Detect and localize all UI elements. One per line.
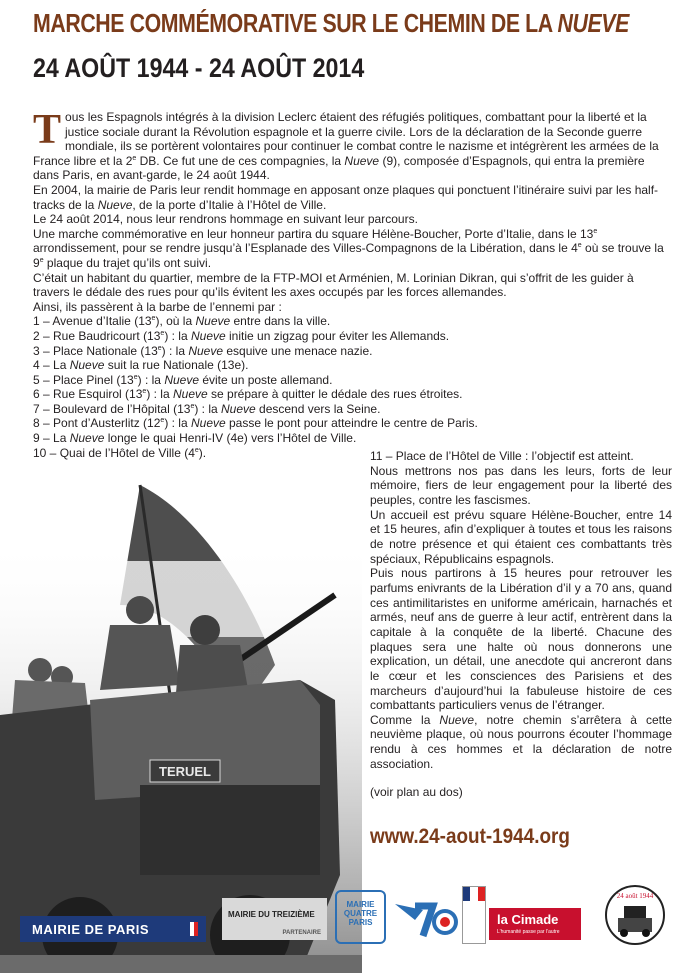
italic-nueve: Nueve bbox=[195, 314, 231, 329]
mairie-paris-logo bbox=[20, 916, 206, 942]
intro-p5: C’était un habitant du quartier, membre de la FTP-MOI et Arménien, M. Lorinian Dikran, qui s’offrit de les guider à travers le dédale des rues pour qu’ils évitent les axes occupés par les forces allemandes. bbox=[33, 270, 634, 300]
intro-p4 bbox=[33, 227, 670, 271]
badge-text: 24 août 1944 bbox=[616, 892, 654, 900]
right-p5-b: , notre chemin s’arrêtera à cette neuvième plaque, où nous pourrons écouter l’hommage rendu à ces hommes et la déclaration de notre association. bbox=[370, 712, 673, 771]
sup: e bbox=[577, 242, 582, 250]
stop-a: 4 – La bbox=[33, 358, 70, 373]
website-link[interactable]: www.24-aout-1944.org bbox=[370, 825, 570, 848]
mairie-4-line2: QUATRE bbox=[343, 909, 378, 918]
stop-a: 5 – Place Pinel (13 bbox=[33, 372, 134, 387]
intro-p3: Le 24 août 2014, nous leur rendrons hommage en suivant leur parcours. bbox=[33, 212, 418, 227]
stop-c: évite un poste allemand. bbox=[199, 372, 333, 387]
stop-b: ) : la bbox=[194, 401, 222, 416]
mairie-13-logo bbox=[222, 898, 327, 940]
stop-a: 8 – Pont d’Austerlitz (12 bbox=[33, 416, 161, 431]
intro-p1 bbox=[33, 107, 670, 183]
list-item bbox=[33, 373, 670, 388]
italic-nueve: Nueve bbox=[97, 197, 133, 212]
stop-a: 3 – Place Nationale (13 bbox=[33, 343, 158, 358]
cimade-logo bbox=[489, 908, 581, 940]
stop-c: initie un zigzag pour éviter les Allemands. bbox=[225, 328, 450, 343]
sup: e bbox=[151, 315, 156, 323]
right-p4: Puis nous partirons à 15 heures pour retrouver les parfums enivrants de la Libération d’il y a 70 ans, quand ces antimilitaristes en uniforme américain, harnachés et armés, neuf ans de guerre à leur actif, entrèrent dans la capitale à la conquête de la liberté. Chacune des plaques sera une halte où nous donnerons une explication, un détail, une anecdote qui ancreront dans le cœur et les consciences des Parisiens et des marcheurs d’aujourd’hui la fabuleuse histoire de ces combattants particuliers venus de l’étranger. bbox=[370, 566, 672, 713]
republique-francaise-logo bbox=[462, 886, 486, 944]
stop-c: descend vers la Seine. bbox=[255, 401, 381, 416]
mairie-13-label: MAIRIE DU TREIZIÈME bbox=[228, 910, 315, 919]
stop-b: ) : la bbox=[146, 387, 173, 402]
right-p1: 11 – Place de l’Hôtel de Ville : l’objectif est atteint. bbox=[370, 449, 634, 463]
stop-b: ), où la bbox=[155, 314, 196, 329]
stop-b: ) : la bbox=[161, 343, 189, 358]
right-p5-a: Comme la bbox=[370, 712, 440, 727]
italic-nueve: Nueve bbox=[188, 343, 224, 358]
intro-p4-b: arrondissement, pour se rendre jusqu’à l’Esplanade des Villes-Compagnons de la Libération, dans le 4 bbox=[33, 241, 578, 256]
anniversary-badge-logo bbox=[604, 884, 666, 946]
stop-a: 2 – Rue Baudricourt (13 bbox=[33, 328, 161, 343]
stop-c: suit la rue Nationale (13e). bbox=[104, 358, 249, 373]
title-main: MARCHE COMMÉMORATIVE SUR LE CHEMIN DE LA bbox=[33, 8, 558, 38]
badge-wheel bbox=[642, 929, 650, 937]
intro-p4-c: où se trouve la 9 bbox=[33, 241, 664, 270]
stop-a: 6 – Rue Esquirol (13 bbox=[33, 387, 143, 402]
italic-nueve: Nueve bbox=[439, 712, 475, 727]
stop-b: ). bbox=[198, 445, 207, 460]
soldier-head bbox=[28, 658, 52, 682]
intro-p1-b: DB. Ce fut une de ces compagnies, la bbox=[136, 153, 345, 168]
sup: e bbox=[160, 329, 165, 337]
soldier-head bbox=[190, 615, 220, 645]
soldiers bbox=[100, 625, 180, 690]
intro-p1-c: (9), composée d’Espagnols, qui entra la première dans Paris, en avant-garde, le 24 août 1944. bbox=[33, 153, 645, 183]
sup: e bbox=[190, 402, 195, 410]
see-plan-note: (voir plan au dos) bbox=[370, 785, 463, 800]
list-item bbox=[33, 329, 670, 344]
list-item bbox=[33, 416, 670, 431]
italic-nueve: Nueve bbox=[69, 358, 105, 373]
italic-nueve: Nueve bbox=[221, 401, 256, 416]
stop-c: entre dans la ville. bbox=[230, 314, 331, 329]
stop-b: ) : la bbox=[164, 416, 191, 431]
italic-nueve: Nueve bbox=[164, 372, 199, 387]
sup: e bbox=[132, 154, 137, 162]
sup: e bbox=[160, 417, 165, 425]
italic-nueve: Nueve bbox=[344, 153, 380, 168]
dropcap: T bbox=[33, 107, 62, 153]
intro-p2-a: En 2004, la mairie de Paris leur rendit hommage en apposant onze plaques qui ponctuent l’itinéraire suivi par les half-tracks de la bbox=[33, 182, 659, 212]
list-item bbox=[33, 358, 670, 373]
partner-logos bbox=[0, 880, 700, 973]
intro-p2 bbox=[33, 183, 670, 212]
hood bbox=[140, 785, 320, 875]
intro-p1-a: ous les Espagnols intégrés à la division Leclerc étaient des réfugiés politiques, combattant pour la liberté et la justice sociale durant la Révolution espagnole et la guerre civile. Lors de la déclaration de la Seconde guerre mondiale, ils se portèrent volontaires pour continuer le combat contre le nazisme et intégrèrent les armées de la France libre et la 2 bbox=[33, 110, 659, 168]
tricolor-icon bbox=[186, 922, 198, 936]
roundel-center bbox=[440, 917, 450, 927]
intro-text bbox=[33, 107, 670, 460]
page-title bbox=[33, 8, 629, 39]
sup: e bbox=[157, 344, 162, 352]
list-item bbox=[33, 387, 670, 402]
title-italic: NUEVE bbox=[557, 8, 629, 38]
sup: e bbox=[142, 388, 147, 396]
intro-p6: Ainsi, ils passèrent à la barbe de l’ennemi par : bbox=[33, 299, 282, 314]
liberation-70-logo bbox=[393, 890, 461, 942]
badge-wheel bbox=[620, 929, 628, 937]
badge-flag-icon bbox=[624, 906, 646, 918]
stops-list bbox=[33, 314, 670, 460]
sup: e bbox=[133, 373, 138, 381]
stop-b: ) : la bbox=[137, 372, 165, 387]
italic-nueve: Nueve bbox=[172, 387, 208, 402]
dates-subtitle: 24 AOÛT 1944 - 24 AOÛT 2014 bbox=[33, 53, 365, 83]
marianne-icon bbox=[463, 887, 485, 901]
italic-nueve: Nueve bbox=[190, 328, 226, 343]
stop-a: 9 – La bbox=[33, 431, 70, 446]
soldier-head bbox=[126, 596, 154, 624]
mairie-4-line1: MAIRIE bbox=[346, 900, 375, 909]
sup: e bbox=[39, 256, 44, 264]
mairie-paris-label: MAIRIE DE PARIS bbox=[32, 921, 150, 937]
intro-p4-a: Une marche commémorative en leur honneur partira du square Hélène-Boucher, Porte d’Italie, dans le 13 bbox=[33, 226, 594, 241]
stop-c: longe le quai Henri-IV (4e) vers l’Hôtel de Ville. bbox=[104, 431, 357, 446]
mairie-4-logo bbox=[335, 890, 386, 944]
right-column-text bbox=[370, 449, 672, 800]
mairie-4-line3: PARIS bbox=[348, 918, 373, 927]
list-item bbox=[33, 314, 670, 329]
italic-nueve: Nueve bbox=[190, 416, 226, 431]
cimade-label: la Cimade bbox=[497, 912, 559, 927]
stop-a: 1 – Avenue d’Italie (13 bbox=[33, 314, 152, 329]
intro-p2-b: , de la porte d’Italie à l’Hôtel de Ville. bbox=[132, 197, 327, 212]
partenaire-label: PARTENAIRE bbox=[282, 930, 321, 936]
sup: e bbox=[593, 227, 598, 235]
sup: e bbox=[194, 446, 199, 454]
right-p2: Nous mettrons nos pas dans les leurs, forts de leur mémoire, fiers de leur engagement pour la liberté des peuples, contre les fascismes. bbox=[370, 463, 672, 507]
stop-a: 10 – Quai de l’Hôtel de Ville (4 bbox=[33, 445, 195, 460]
cimade-tagline: L’humanité passe par l’autre bbox=[497, 929, 560, 935]
list-item bbox=[33, 431, 670, 446]
intro-p4-d: plaque du trajet qu’ils ont suivi. bbox=[43, 255, 212, 270]
stop-b: ) : la bbox=[164, 328, 191, 343]
vehicle-name: TERUEL bbox=[159, 764, 211, 779]
right-p3: Un accueil est prévu square Hélène-Boucher, entre 14 et 15 heures, afin d’expliquer à toutes et tous les raisons de notre présence et qui étaient ces combattants très spéciaux, Républicains espagnols. bbox=[370, 507, 672, 566]
italic-nueve: Nueve bbox=[69, 431, 105, 446]
right-p5 bbox=[370, 713, 672, 772]
list-item bbox=[33, 344, 670, 359]
stop-c: se prépare à quitter le dédale des rues étroites. bbox=[207, 387, 463, 402]
stop-c: passe le pont pour atteindre le centre de Paris. bbox=[225, 416, 478, 431]
list-item bbox=[33, 402, 670, 417]
stop-c: esquive une menace nazie. bbox=[223, 343, 373, 358]
stop-a: 7 – Boulevard de l’Hôpital (13 bbox=[33, 401, 191, 416]
